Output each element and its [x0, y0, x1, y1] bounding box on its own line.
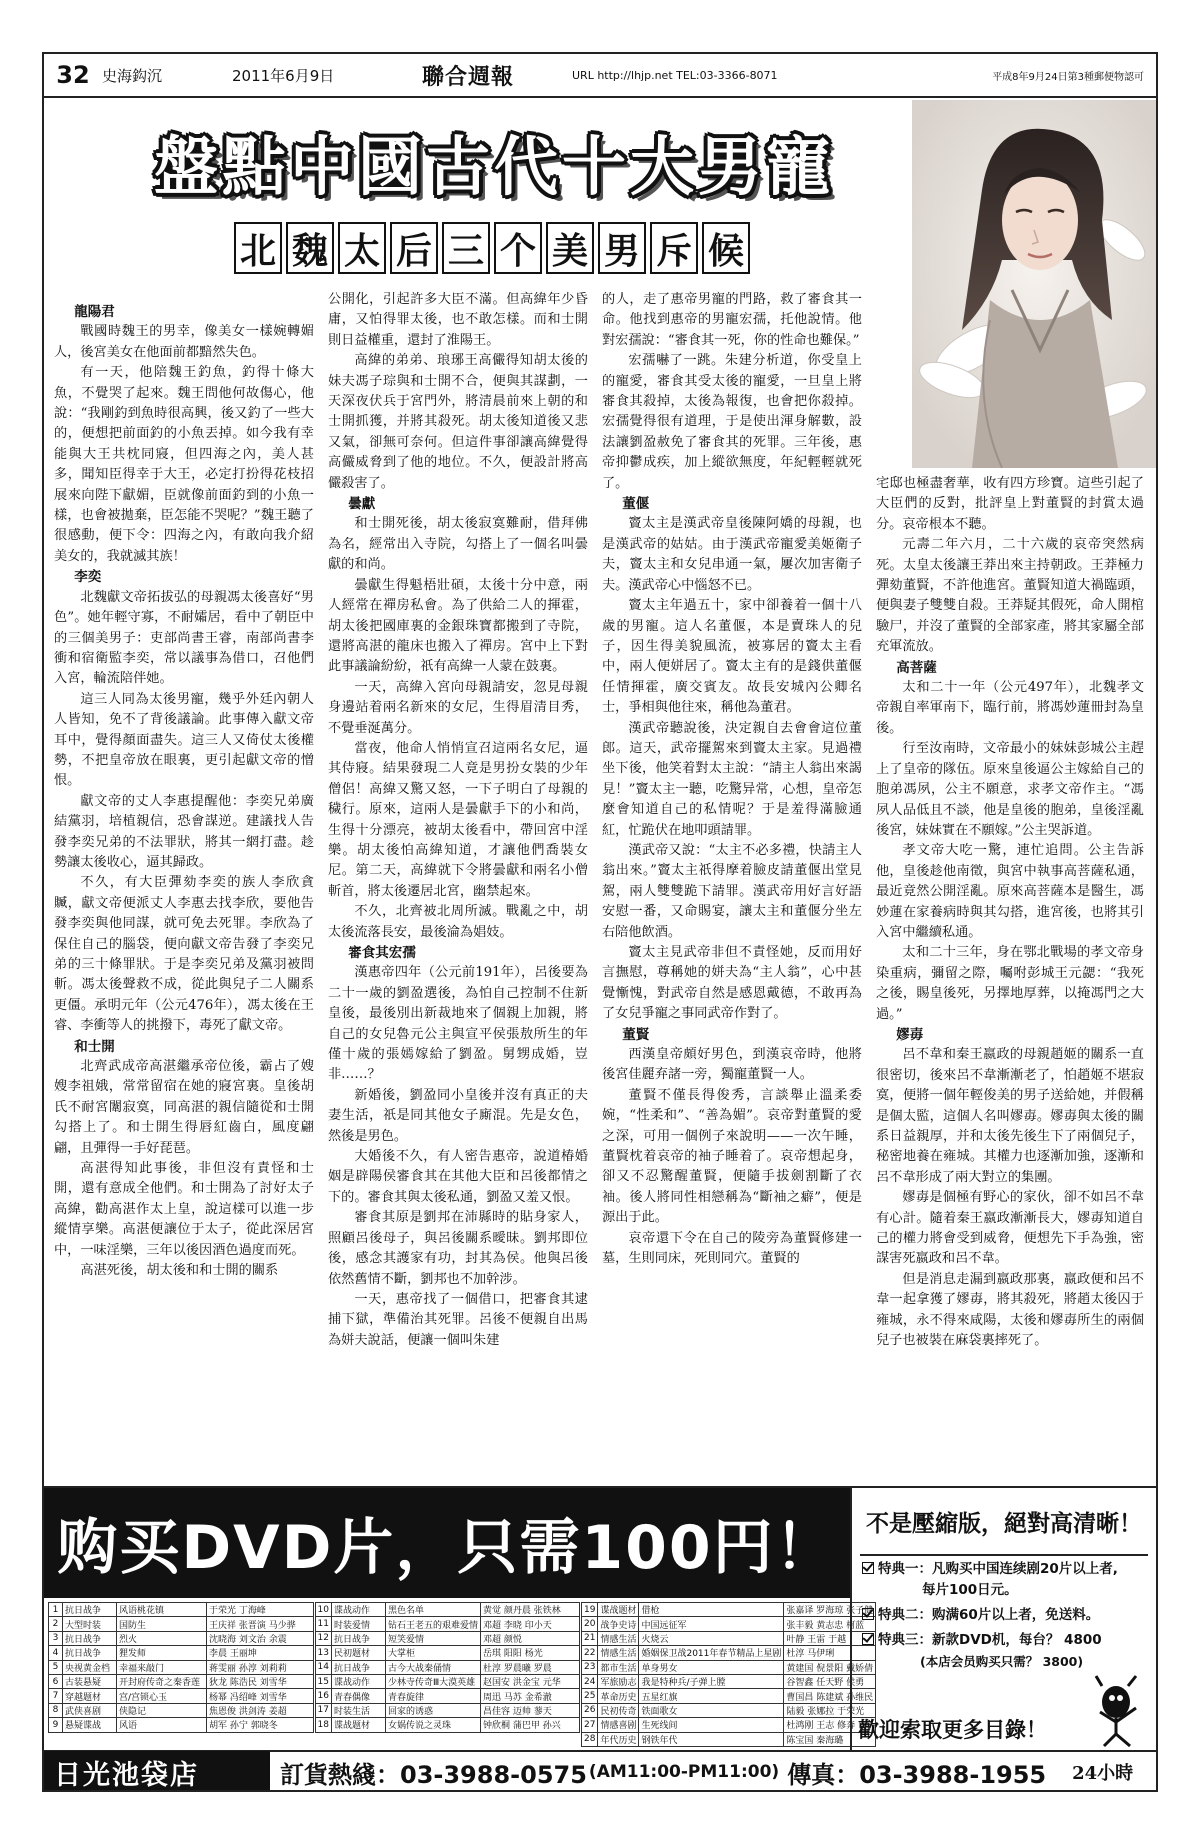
- catalog-number: 7: [49, 1689, 63, 1703]
- paragraph: 高湛死後，胡太後和和士開的關系: [80, 1263, 279, 1279]
- paragraph: 獻文帝的丈人李惠提醒他：李奕兄弟廣結黨羽，培植親信，恐會謀逆。建議找人告發李奕兄弟的不法罪狀，將其一網打盡。趁勢讓太後收心，逼其歸政。: [54, 793, 314, 870]
- catalog-title: 狸发师: [117, 1646, 207, 1660]
- ad-offer-panel: [850, 1488, 1156, 1750]
- catalog-column: [48, 1602, 314, 1748]
- newspaper-page: [42, 52, 1158, 1792]
- article-column-1: [54, 302, 314, 1482]
- catalog-table: [48, 1602, 314, 1733]
- paragraph: 曇獻生得魁梧壯碩，太後十分中意，兩人經常在禪房私會。為了供給二人的揮霍，胡太後把國庫裏的金銀珠寶都搬到了寺院，還將高湛的龍床也搬入了禪房。宮中上下對此事議論紛紛，祇有高緯一人蒙在鼓裏。: [328, 577, 588, 675]
- catalog-genre: 抗日战争: [63, 1646, 117, 1660]
- catalog-title: 风语桃花镇: [117, 1603, 207, 1617]
- catalog-genre: 抗日战争: [331, 1631, 385, 1645]
- catalog-number: 15: [315, 1674, 331, 1688]
- paragraph: 這三人同為太後男寵，幾乎外廷內朝人人皆知，免不了背後議論。此事傳入獻文帝耳中，覺得顏面盡失。這三人又倚仗太後權勢，不把皇帝放在眼裏，更引起獻文帝的憎恨。: [54, 691, 314, 789]
- catalog-cast: 陆毅 张娜拉 于荣光: [784, 1703, 876, 1717]
- catalog-cast: 钟欣桐 蒲巴甲 孙兴: [480, 1718, 579, 1732]
- catalog-title: 古今大战秦俑情: [385, 1660, 480, 1674]
- catalog-cast: 杜鸿刚 王志 修奔: [784, 1718, 876, 1732]
- catalog-genre: 都市生活: [598, 1660, 639, 1674]
- catalog-title: 钢铁年代: [639, 1732, 784, 1746]
- catalog-row: [582, 1689, 876, 1703]
- catalog-row: [49, 1689, 314, 1703]
- paragraph: 太和二十三年，身在鄂北戰場的孝文帝身染重病，彌留之際，囑咐彭城王元勰：“我死之後，賜皇後死，另擇地厚葬，以掩馮門之大過。”: [876, 945, 1144, 1022]
- catalog-title: 借枪: [639, 1603, 784, 1617]
- paragraph: 高湛得知此事後，非但沒有責怪和士開，還有意成全他們。和士開為了討好太子高緯，勸高湛作太上皇，說這樣可以進一步縱情享樂。高湛便讓位于太子，從此深居宮中，一味淫樂，三年以後因酒色過度而死。: [54, 1161, 314, 1258]
- subtitle-char: 斥: [650, 222, 698, 274]
- article-column-2: [328, 290, 588, 1482]
- catalog-row: [49, 1631, 314, 1645]
- catalog-genre: 谍战题材: [598, 1603, 639, 1617]
- catalog-cast: 黄建国 倪景阳 戴娇倩: [784, 1660, 876, 1674]
- section-heading: 曇獻: [348, 496, 376, 513]
- catalog-number: 27: [582, 1718, 598, 1732]
- section-heading: 審食其宏孺: [348, 945, 416, 961]
- catalog-title: 钻石王老五的艰难爱情: [385, 1617, 480, 1631]
- catalog-cast: 狄龙 陈浩民 刘雪华: [207, 1674, 314, 1688]
- catalog-row: [49, 1718, 314, 1732]
- catalog-title: 开封府传奇之秦香莲: [117, 1674, 207, 1688]
- catalog-row: [582, 1603, 876, 1617]
- catalog-title: 黑色名单: [385, 1603, 480, 1617]
- subtitle-char: 美: [546, 222, 594, 274]
- catalog-title: 青春旋律: [385, 1689, 480, 1703]
- paragraph: 但是消息走漏到嬴政那裏，嬴政便和呂不韋一起拿獲了嫪毐，將其殺死，將趙太後囚于雍城，永不得來咸陽，太後和嫪毐所生的兩個兒子也被裝在麻袋裏摔死了。: [876, 1271, 1144, 1349]
- catalog-row: [582, 1660, 876, 1674]
- catalog-number: 23: [582, 1660, 598, 1674]
- page-header: [44, 54, 1156, 98]
- section-name: 史海鈎沉: [102, 66, 163, 85]
- catalog-row: [582, 1703, 876, 1717]
- paragraph: 不久，北齊被北周所滅。戰亂之中，胡太後流落長安，最後淪為娼妓。: [328, 904, 588, 940]
- catalog-cast: 焦恩俊 洪剑涛 姜超: [207, 1703, 314, 1717]
- catalog-genre: 央视黄金档: [63, 1660, 117, 1674]
- catalog-cast: 杜淳 罗晨曦 罗晨: [480, 1660, 579, 1674]
- page-number: 32: [56, 61, 90, 89]
- catalog-genre: 青春偶像: [331, 1689, 385, 1703]
- catalog-title: 婚姻保卫战2011年春节精品上星剧: [639, 1646, 784, 1660]
- catalog-genre: 抗日战争: [63, 1631, 117, 1645]
- catalog-genre: 谍战动作: [331, 1603, 385, 1617]
- catalog-number: 13: [315, 1646, 331, 1660]
- checkbox-icon: [862, 1562, 874, 1574]
- perk-1-text: 特典一：凡购买中国连续剧20片以上者,: [878, 1561, 1118, 1577]
- section-heading: 董偃: [622, 496, 650, 513]
- perk-1-detail: 每片100日元。: [922, 1582, 1018, 1598]
- store-contact-bar: [44, 1750, 1156, 1792]
- dvd-advertisement: [44, 1486, 1156, 1792]
- catalog-number: 11: [315, 1617, 331, 1631]
- catalog-cast: 邓超 颜悦: [480, 1631, 579, 1645]
- article-subtitle: [234, 222, 754, 276]
- store-name: 日光池袋店: [44, 1751, 270, 1792]
- catalog-cast: 陈宝国 秦海璐: [784, 1732, 876, 1746]
- catalog-row: [315, 1674, 580, 1688]
- catalog-number: 1: [49, 1603, 63, 1617]
- catalog-genre: 军旅励志: [598, 1674, 639, 1688]
- paragraph: 漢武帝聽說後，決定親自去會會這位董郎。這天，武帝擺駕來到竇太主家。見過禮坐下後，他笑着對太主說：“請主人翁出來謁見！”竇太主一聽，吃驚异常，心想，皇帝怎麼會知道自己的私情呢？于是羞得滿臉通紅，忙跪伏在地叩頭請罪。: [602, 720, 862, 838]
- catalog-title: 生死线间: [639, 1718, 784, 1732]
- subtitle-char: 魏: [286, 222, 334, 274]
- catalog-cast: 蒋雯丽 孙淳 刘莉莉: [207, 1660, 314, 1674]
- catalog-genre: 抗日战争: [63, 1603, 117, 1617]
- section-heading: 龍陽君: [74, 304, 115, 320]
- paragraph: 大婚後不久，有人密告惠帝，說道椿婚姻是辟陽侯審食其在其他大臣和呂後都情之下的。審食其與太後私通，劉盈又羞又恨。: [328, 1149, 588, 1205]
- business-hours: (AM11:00-PM11:00): [588, 1762, 780, 1782]
- paragraph: 的人，走了惠帝男寵的門路，救了審食其一命。他找到惠帝的男寵宏孺，托他說情。他對宏孺說：“審食其一死，你的性命也難保。”: [602, 292, 862, 348]
- catalog-row: [315, 1603, 580, 1617]
- paragraph: 竇太主是漢武帝皇後陳阿嬌的母親，也是漢武帝的姑姑。由于漢武帝寵愛美姬衛子夫，竇太主和女兒串通一氣，屢次加害衛子夫。漢武帝心中惱怒不已。: [602, 516, 862, 593]
- catalog-number: 24: [582, 1674, 598, 1688]
- catalog-cast: 沈晓海 刘文治 余震: [207, 1631, 314, 1645]
- catalog-genre: 年代历史: [598, 1732, 639, 1746]
- catalog-request: 歡迎索取更多目錄！: [858, 1718, 1047, 1742]
- mascot-icon: [1078, 1672, 1148, 1748]
- paragraph: 竇太主見武帝非但不責怪她，反而用好言撫慰，尊稱她的姘夫為“主人翁”，心中甚覺慚愧，對武帝自然是感恩戴德，不敢再為了女兒爭寵之事同武帝作對了。: [602, 945, 862, 1022]
- catalog-title: 中国远征军: [639, 1617, 784, 1631]
- catalog-table: [315, 1602, 581, 1733]
- catalog-genre: 悬疑谍战: [63, 1718, 117, 1732]
- paragraph: 宏孺嚇了一跳。朱建分析道，你受皇上的寵愛，審食其受太後的寵愛，一旦皇上將審食其殺掉，太後為報復，也會把你殺掉。宏孺覺得很有道理，于是使出渾身解數，設法讓劉盈赦免了審食其的死罪。三年後，惠帝抑鬱成疾，加上縱欲無度，年紀輕輕就死了。: [602, 353, 862, 491]
- catalog-row: [582, 1718, 876, 1732]
- issue-date: 2011年6月9日: [232, 66, 335, 85]
- catalog-genre: 穿越题材: [63, 1689, 117, 1703]
- catalog-genre: 时装生活: [331, 1703, 385, 1717]
- catalog-title: 烈火: [117, 1631, 207, 1645]
- catalog-cast: 昌佳容 迈帅 蓼天: [480, 1703, 579, 1717]
- catalog-number: 19: [582, 1603, 598, 1617]
- catalog-genre: 情感生活: [598, 1646, 639, 1660]
- catalog-row: [315, 1703, 580, 1717]
- open-24h: 24小時: [1072, 1763, 1134, 1784]
- catalog-title: 宫/宫锁心玉: [117, 1689, 207, 1703]
- catalog-title: 单身男女: [639, 1660, 784, 1674]
- catalog-row: [315, 1689, 580, 1703]
- catalog-title: 回家的诱惑: [385, 1703, 480, 1717]
- paper-name: 聯合週報: [422, 64, 515, 90]
- catalog-number: 22: [582, 1646, 598, 1660]
- catalog-row: [315, 1660, 580, 1674]
- checkbox-icon: [862, 1633, 874, 1645]
- catalog-cast: 杨幂 冯绍峰 刘雪华: [207, 1689, 314, 1703]
- catalog-cast: 张嘉译 罗海琼 张子健: [784, 1603, 876, 1617]
- article-column-3: [602, 290, 862, 1482]
- paragraph: 宅邸也極盡奢華，收有四方珍寶。這些引起了大臣們的反對，批評皇上對董賢的封賞太過分。哀帝根本不聽。: [876, 476, 1144, 532]
- paragraph: 漢武帝又說：“太主不必多禮，快請主人翁出來。”竇太主祇得摩着臉皮請董偃出堂見駕，兩人雙雙跪下請罪。漢武帝用好言好語安慰一番，又命賜宴，讓太主和董偃分坐左右陪他飲酒。: [602, 842, 862, 940]
- paragraph: 北齊武成帝高湛繼承帝位後，霸占了嫂嫂李祖娥，常常留宿在她的寢宮裏。皇後胡氏不耐宮闈寂寞，同高湛的親信隨從和士開勾搭上了。和士開生得唇紅齒白，風度翩翩，且彈得一手好琵琶。: [54, 1059, 314, 1156]
- catalog-number: 5: [49, 1660, 63, 1674]
- catalog-number: 21: [582, 1631, 598, 1645]
- catalog-cast: 张丰毅 黄志忠 柯蓝: [784, 1617, 876, 1631]
- paragraph: 有一天，他陪魏王釣魚，釣得十條大魚，不覺哭了起來。魏王問他何故傷心，他說：“我剛釣到魚時很高興，後又釣了一些大的，便想把前面釣的小魚丟掉。如今我有幸能與大王共枕同寢，但四海之內，美人甚多，聞知臣得幸于大王，必定打扮得花枝招展來向陛下獻媚，臣就像前面釣到的小魚一樣，也會被拋棄，臣怎能不哭呢？”魏王聽了很感動，便下令：四海之內，有敢向我介紹美女的，我就滅其族！: [54, 365, 314, 564]
- paragraph: 呂不韋和秦王嬴政的母親趙姬的關系一直很密切，後來呂不韋漸漸老了，怕趙姬不堪寂寞，便將一個年輕俊美的男子送給她，并假稱是個太監，這個人名叫嫪毐。嫪毐與太後的關系日益親厚，并和太後先後生下了兩個兒子，秘密地養在雍城。其權力也逐漸加強，逐漸和呂不韋形成了兩大對立的集團。: [876, 1047, 1144, 1185]
- postal-permit: 平成8年9月24日第3種郵便物認可: [992, 71, 1144, 83]
- catalog-title: 五星红旗: [639, 1689, 784, 1703]
- catalog-title: 大掌柜: [385, 1646, 480, 1660]
- catalog-cast: 谷智鑫 任天野 侯勇: [784, 1674, 876, 1688]
- dvd-catalog: [48, 1602, 874, 1748]
- catalog-cast: 曹国昌 陈建斌 孙维民: [784, 1689, 876, 1703]
- paragraph: 嫪毐是個極有野心的家伙，卻不如呂不韋有心計。隨着秦王嬴政漸漸長大，嫪毐知道自己的權力將會受到威脅，便想先下手為強，密謀害死嬴政和呂不韋。: [876, 1190, 1144, 1267]
- catalog-title: 国防生: [117, 1617, 207, 1631]
- paragraph: 哀帝還下令在自己的陵旁為董賢修建一墓，生則同床，死則同穴。董賢的: [602, 1230, 862, 1267]
- catalog-genre: 战争史诗: [598, 1617, 639, 1631]
- catalog-number: 4: [49, 1646, 63, 1660]
- catalog-genre: 情感生活: [598, 1631, 639, 1645]
- catalog-genre: 谍战题材: [331, 1718, 385, 1732]
- subtitle-char: 后: [390, 222, 438, 274]
- ad-headline-banner: [44, 1488, 850, 1598]
- catalog-number: 14: [315, 1660, 331, 1674]
- catalog-row: [582, 1646, 876, 1660]
- catalog-row: [49, 1646, 314, 1660]
- catalog-cast: 周迅 马苏 金希澈: [480, 1689, 579, 1703]
- paragraph: 和士開死後，胡太後寂寞難耐，借拜佛為名，經常出入寺院，勾搭上了一個名叫曇獻的和尚。: [328, 516, 588, 573]
- catalog-genre: 时装爱情: [331, 1617, 385, 1631]
- subtitle-char: 个: [494, 222, 542, 274]
- catalog-number: 18: [315, 1718, 331, 1732]
- catalog-row: [315, 1646, 580, 1660]
- catalog-row: [582, 1732, 876, 1746]
- catalog-cast: 邓超 李晓 印小天: [480, 1617, 579, 1631]
- checkbox-icon: [862, 1608, 874, 1620]
- catalog-number: 25: [582, 1689, 598, 1703]
- catalog-genre: 古装悬疑: [63, 1674, 117, 1688]
- catalog-table: [581, 1602, 876, 1747]
- catalog-number: 16: [315, 1689, 331, 1703]
- paragraph: 審食其原是劉邦在沛縣時的貼身家人，照顧呂後母子，與呂後關系曖昧。劉邦即位後，感念其護家有功，封其為侯。他與呂後依然舊情不斷，劉邦也不加幹涉。: [328, 1210, 588, 1287]
- catalog-genre: 谍战动作: [331, 1674, 385, 1688]
- quality-claim: 不是壓縮版，絕對高清晰！: [860, 1488, 1148, 1556]
- section-heading: 董賢: [622, 1026, 650, 1043]
- catalog-row: [315, 1718, 580, 1732]
- catalog-title: 幸福来敲门: [117, 1660, 207, 1674]
- catalog-number: 26: [582, 1703, 598, 1717]
- catalog-genre: 革命历史: [598, 1689, 639, 1703]
- catalog-genre: 民初题材: [331, 1646, 385, 1660]
- catalog-cast: 李晨 王丽坤: [207, 1646, 314, 1660]
- subtitle-char: 太: [338, 222, 386, 274]
- paragraph: 新婚後，劉盈同小皇後并沒有真正的夫妻生活，祇是同其他女子廝混。先是女色，然後是男色。: [328, 1087, 588, 1144]
- catalog-number: 10: [315, 1603, 331, 1617]
- url-tel: URL http://lhjp.net TEL:03-3366-8071: [572, 68, 778, 82]
- catalog-genre: 民初传奇: [598, 1703, 639, 1717]
- catalog-row: [49, 1660, 314, 1674]
- catalog-column: [581, 1602, 874, 1748]
- catalog-cast: 王庆祥 张晋演 马少骅: [207, 1617, 314, 1631]
- paragraph: 漢惠帝四年（公元前191年），呂後要為二十一歲的劉盈選後，為怕自己控制不住新皇後，最後別出新裁地來了個親上加親，將自己的女兒魯元公主與宣平侯張敖所生的年僅十歲的張嫣嫁給了劉盈。舅甥成婚，豈非……？: [328, 965, 588, 1083]
- catalog-title: 少林寺传奇Ⅲ大漠英雄: [385, 1674, 480, 1688]
- paragraph: 當夜，他命人悄悄宣召這兩名女尼，逼其侍寢。結果發現二人竟是男扮女裝的少年僧侶！高緯又驚又怒，一下子明白了母親的穢行。原來，這兩人是曇獻手下的小和尚，生得十分漂亮，被胡太後看中，帶回宮中淫樂。胡太後怕高緯知道，才讓他們喬裝女尼。第二天，高緯就下令將曇獻和兩名小僧斬首，將太後遷居北宮，幽禁起來。: [328, 740, 588, 899]
- catalog-genre: 抗日战争: [331, 1660, 385, 1674]
- perk-2-text: 特典二：购满60片以上者，免送料。: [878, 1607, 1100, 1623]
- order-phone: 訂貨熱綫：03-3988-0575: [280, 1760, 587, 1789]
- catalog-number: 9: [49, 1718, 63, 1732]
- catalog-number: 6: [49, 1674, 63, 1688]
- catalog-cast: 叶静 王雷 于越: [784, 1631, 876, 1645]
- catalog-cast: 黄觉 颜丹晨 张铁林: [480, 1603, 579, 1617]
- subtitle-char: 北: [234, 222, 282, 274]
- catalog-number: 3: [49, 1631, 63, 1645]
- catalog-row: [49, 1674, 314, 1688]
- catalog-row: [582, 1674, 876, 1688]
- portrait-illustration: [912, 100, 1156, 468]
- catalog-title: 侠隐记: [117, 1703, 207, 1717]
- paragraph: 行至汝南時，文帝最小的妹妹彭城公主趕上了皇帝的隊伍。原來皇後逼公主嫁給自己的胞弟馮夙，公主不願意，求孝文帝作主。“馮夙人品低且不談，他是皇後的胞弟，皇後淫亂後宮，妹妹實在不願嫁。”公主哭訴道。: [876, 741, 1144, 838]
- paragraph: 董賢不僅長得俊秀，言談舉止溫柔委婉，“性柔和”、“善為媚”。哀帝對董賢的愛之深，可用一個例子來說明——一次午睡，董賢枕着哀帝的袖子睡着了。哀帝想起身，卻又不忍驚醒董賢，便隨手拔劍割斷了衣袖。後人將同性相戀稱為“斷袖之癖”，便是源出于此。: [602, 1087, 862, 1226]
- paragraph: 不久，有大臣彈劾李奕的族人李欣貪贓，獻文帝便派丈人李惠去找李欣，要他告發李奕與他同謀，就可免去死罪。李欣為了保住自己的腦袋，便向獻文帝告發了李奕兄弟的三十條罪狀。于是李奕兄弟及黨羽被問斬。馮太後聲救不成，從此與兒子二人關系更僵。承明元年（公元476年），馮太後在王睿、李衝等人的挑撥下，毒死了獻文帝。: [54, 875, 314, 1034]
- ad-headline: 购买DVD片，只需100円！: [57, 1513, 837, 1583]
- perk-1: [852, 1556, 1156, 1581]
- fax-number: 傳真：03-3988-1955: [787, 1760, 1047, 1789]
- paragraph: 西漢皇帝頗好男色，到漢哀帝時，他將後宮佳麗弃諸一旁，獨寵董賢一人。: [602, 1047, 862, 1083]
- paragraph: 高緯的弟弟、琅琊王高儼得知胡太後的妹夫馮子琮與和士開不合，便與其謀劃，一天深夜伏兵于宮門外，將清晨前來上朝的和士開抓獲，并將其殺死。胡太後知道後又悲又氣，卻無可奈何。但這件事卻讓高緯覺得高儼威脅到了他的地位。不久，便設計將高儼殺害了。: [328, 353, 588, 491]
- perk-2: [852, 1602, 1156, 1627]
- section-heading: 李奕: [74, 569, 102, 586]
- paragraph: 戰國時魏王的男幸，像美女一樣婉轉媚人，後宮美女在他面前都黯然失色。: [54, 324, 314, 360]
- subtitle-char: 候: [702, 222, 750, 274]
- catalog-row: [582, 1631, 876, 1645]
- paragraph: 一天，高緯入宮向母親請安，忽見母親身邊站着兩名新來的女尼，生得眉清目秀，不覺垂涎萬分。: [328, 679, 588, 736]
- paragraph: 一天，惠帝找了一個借口，把審食其逮捕下獄，準備治其死罪。呂後不便親自出馬為姘夫說話，便讓一個叫朱建: [328, 1291, 588, 1348]
- catalog-title: 短笑爱情: [385, 1631, 480, 1645]
- catalog-cast: 胡军 孙宁 郭晓冬: [207, 1718, 314, 1732]
- catalog-cast: 杜淳 马伊琍: [784, 1646, 876, 1660]
- catalog-title: 火烧云: [639, 1631, 784, 1645]
- catalog-cast: 赵国安 洪金宝 元华: [480, 1674, 579, 1688]
- subtitle-char: 男: [598, 222, 646, 274]
- section-heading: 嫪毐: [896, 1026, 924, 1043]
- perk-3-detail: (本店会员购买只需？ 3800): [920, 1654, 1084, 1669]
- catalog-title: 我是特种兵/子弹上膛: [639, 1674, 784, 1688]
- catalog-row: [49, 1703, 314, 1717]
- article-title: 盤點中國古代十大男寵: [154, 131, 834, 205]
- catalog-row: [315, 1631, 580, 1645]
- catalog-genre: 大型时装: [63, 1617, 117, 1631]
- catalog-number: 20: [582, 1617, 598, 1631]
- catalog-column: [315, 1602, 581, 1748]
- section-heading: 和士開: [74, 1038, 115, 1055]
- catalog-number: 2: [49, 1617, 63, 1631]
- catalog-number: 17: [315, 1703, 331, 1717]
- catalog-row: [315, 1617, 580, 1631]
- perk-3-text: 特典三：新款DVD机，每台？ 4800: [878, 1632, 1102, 1648]
- catalog-cast: 岳琪 阳阳 杨光: [480, 1646, 579, 1660]
- catalog-title: 铁面歌女: [639, 1703, 784, 1717]
- catalog-row: [582, 1617, 876, 1631]
- catalog-row: [49, 1603, 314, 1617]
- paragraph: 元壽二年六月，二十六歲的哀帝突然病死。太皇太後讓王莽出來主持朝政。王莽極力彈劾董賢，不許他進宮。董賢知道大禍臨頭，便與妻子雙雙自殺。王莽疑其假死，命人開棺驗尸，并沒了董賢的全部家產，將其家屬全部充軍流放。: [876, 537, 1144, 655]
- catalog-genre: 武侠喜剧: [63, 1703, 117, 1717]
- catalog-genre: 情感喜剧: [598, 1718, 639, 1732]
- catalog-number: 28: [582, 1732, 598, 1746]
- paragraph: 孝文帝大吃一驚，連忙追問。公主告訴他，皇後趁他南徵，與宮中執事高菩薩私通，最近竟然公開淫亂。原來高菩薩本是醫生，馮妙蓮在家養病時與其勾搭，進宮後，也將其引入宮中繼續私通。: [876, 843, 1144, 940]
- paragraph: 太和二十一年（公元497年），北魏孝文帝親自率軍南下，臨行前，將馮妙蓮冊封為皇後。: [876, 680, 1144, 736]
- paragraph: 公開化，引起許多大臣不滿。但高緯年少昏庸，又怕得罪太後，也不敢怎樣。而和士開則日益權重，還封了淮陽王。: [328, 292, 588, 348]
- perk-3: [852, 1627, 1156, 1652]
- catalog-number: 8: [49, 1703, 63, 1717]
- paragraph: 北魏獻文帝拓拔弘的母親馮太後喜好“男色”。她年輕守寡，不耐孀居，看中了朝臣中的三個美男子：吏部尚書王睿，南部尚書李衝和宿衛監李奕，常以議事為借口，召他們入宮，輪流陪伴她。: [54, 589, 314, 687]
- catalog-cast: 于荣光 丁海峰: [207, 1603, 314, 1617]
- article-column-4: [876, 474, 1144, 1482]
- catalog-number: 12: [315, 1631, 331, 1645]
- section-heading: 高菩薩: [896, 659, 937, 676]
- catalog-title: 风语: [117, 1718, 207, 1732]
- catalog-title: 女娲传说之灵珠: [385, 1718, 480, 1732]
- subtitle-char: 三: [442, 222, 490, 274]
- catalog-row: [49, 1617, 314, 1631]
- paragraph: 竇太主年過五十，家中卻養着一個十八歲的男寵。這人名董偃，本是賣珠人的兒子，因生得美貌風流，被寡居的竇太主看中，兩人便姘居了。竇太主有的是錢供董偃任情揮霍，廣交賓友。故長安城內公卿名士，爭相與他往來，稱他為董君。: [602, 598, 862, 716]
